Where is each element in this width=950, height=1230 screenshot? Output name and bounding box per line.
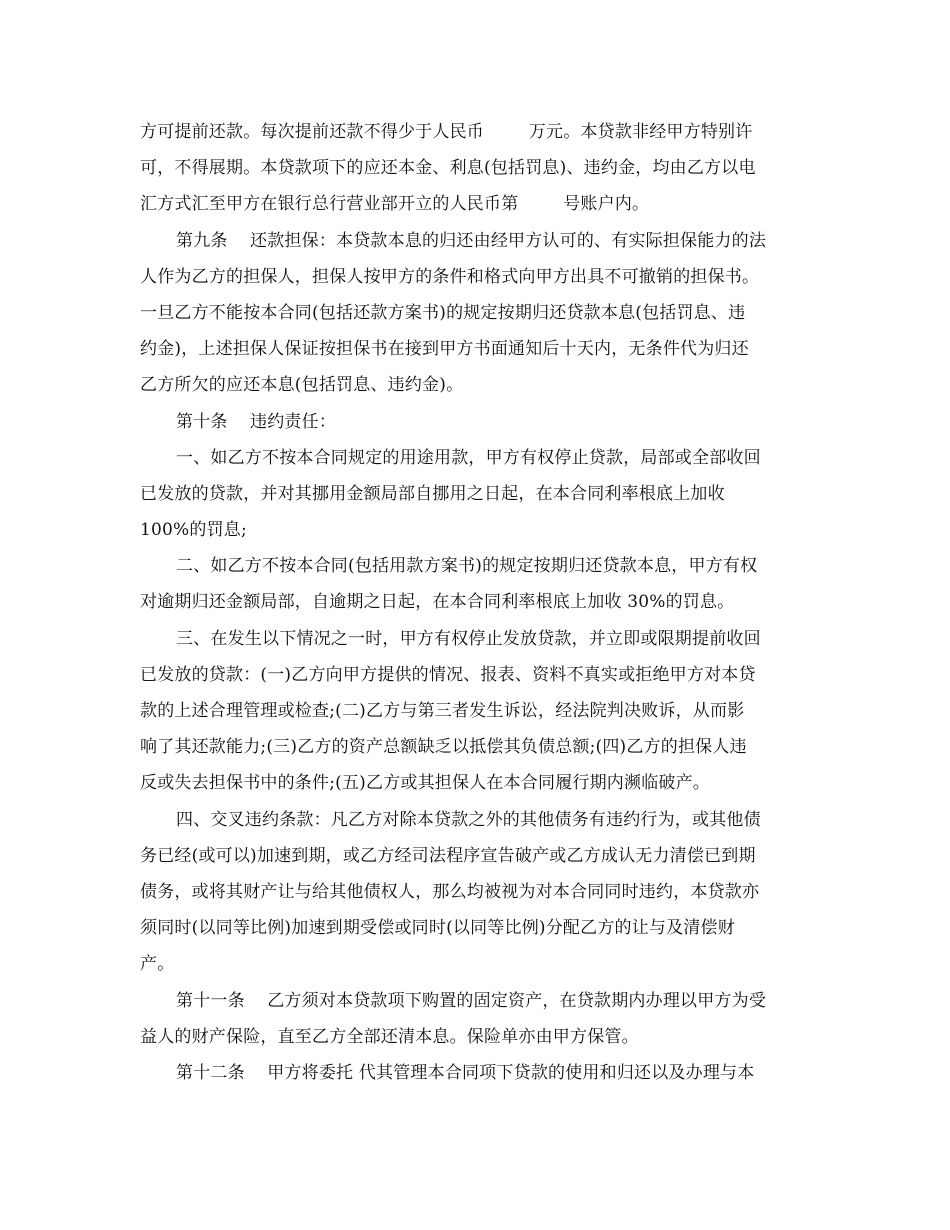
- document-body: [140, 114, 820, 1091]
- item-2-line: 二、如乙方不按本合同(包括用款方案书)的规定按期归还贷款本息，甲方有权: [176, 556, 758, 577]
- text-line: 一旦乙方不能按本合同(包括还款方案书)的规定按期归还贷款本息(包括罚息、违: [140, 302, 746, 323]
- text-line: 债务，或将其财产让与给其他债权人，那么均被视为对本合同同时违约，本贷款亦: [140, 881, 760, 902]
- text-line: 乙方所欠的应还本息(包括罚息、违约金)。: [140, 375, 464, 396]
- text-line: 反或失去担保书中的条件;(五)乙方或其担保人在本合同履行期内濒临破产。: [140, 773, 710, 794]
- item-4-line: 四、交叉违约条款：凡乙方对除本贷款之外的其他债务有违约行为，或其他债: [176, 809, 761, 830]
- text-line: 响了其还款能力;(三)乙方的资产总额缺乏以抵偿其负债总额;(四)乙方的担保人违: [140, 737, 747, 758]
- text-line: 方可提前还款。每次提前还款不得少于人民币 万元。本贷款非经甲方特别许: [140, 122, 753, 142]
- text-line: 100%的罚息;: [140, 520, 247, 541]
- text-line: 可，不得展期。本贷款项下的应还本金、利息(包括罚息)、违约金，均由乙方以电: [140, 158, 756, 179]
- clause-11-heading-line: 第十一条 乙方须对本贷款项下购置的固定资产，在贷款期内办理以甲方为受: [176, 990, 767, 1011]
- text-line: 已发放的贷款：(一)乙方向甲方提供的情况、报表、资料不真实或拒绝甲方对本贷: [140, 664, 756, 685]
- clause-10-heading-line: 第十条 违约责任：: [176, 411, 337, 432]
- text-line: 产。: [140, 954, 175, 975]
- text-line: 须同时(以同等比例)加速到期受偿或同时(以同等比例)分配乙方的让与及清偿财: [140, 918, 735, 939]
- text-line: 人作为乙方的担保人，担保人按甲方的条件和格式向甲方出具不可撤销的担保书。: [140, 266, 760, 287]
- text-line: 款的上述合理管理或检查;(二)乙方与第三者发生诉讼，经法院判决败诉，从而影: [140, 701, 745, 721]
- text-line: 汇方式汇至甲方在银行总行营业部开立的人民币第 号账户内。: [140, 194, 650, 215]
- text-line: 对逾期归还金额局部，自逾期之日起，在本合同利率根底上加收 30%的罚息。: [140, 592, 735, 613]
- text-line: 约金)，上述担保人保证按担保书在接到甲方书面通知后十天内，无条件代为归还: [140, 339, 749, 360]
- text-line: 务已经(或可以)加速到期，或乙方经司法程序宣告破产或乙方成认无力清偿已到期: [140, 845, 756, 866]
- clause-12-heading-line: 第十二条 甲方将委托 代其管理本合同项下贷款的使用和归还以及办理与本: [176, 1062, 755, 1083]
- item-1-line: 一、如乙方不按本合同规定的用途用款，甲方有权停止贷款，局部或全部收回: [176, 447, 761, 468]
- text-line: 已发放的贷款，并对其挪用金额局部自挪用之日起，在本合同利率根底上加收: [140, 483, 725, 504]
- clause-9-heading-line: 第九条 还款担保：本贷款本息的归还由经甲方认可的、有实际担保能力的法: [176, 230, 767, 251]
- item-3-line: 三、在发生以下情况之一时，甲方有权停止发放贷款，并立即或限期提前收回: [176, 628, 761, 649]
- text-line: 益人的财产保险，直至乙方全部还清本息。保险单亦由甲方保管。: [140, 1026, 639, 1047]
